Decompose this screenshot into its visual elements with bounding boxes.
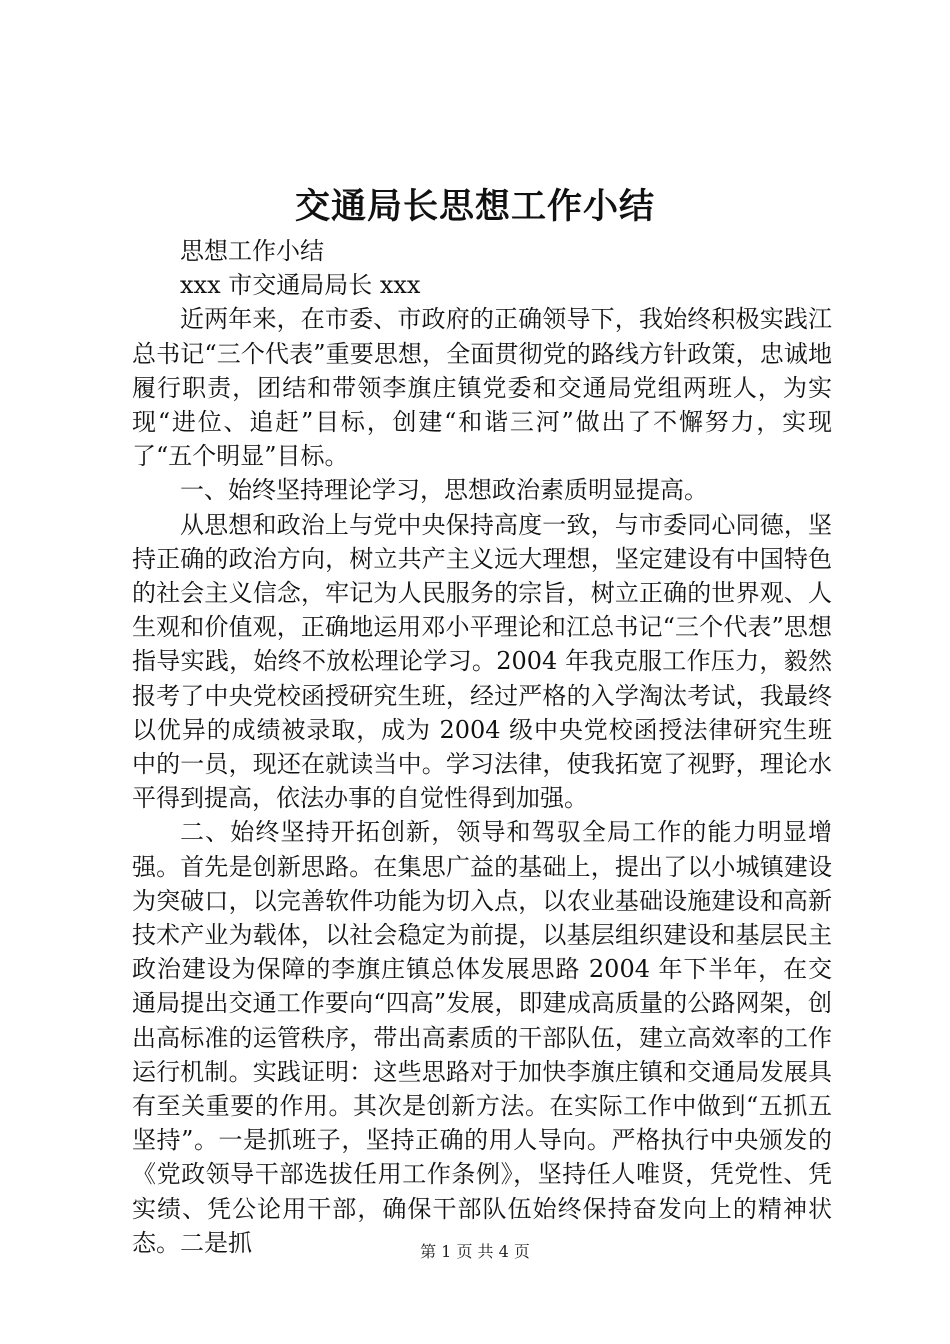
page-number-footer: 第 1 页 共 4 页 <box>420 1242 530 1261</box>
document-title: 交通局长思想工作小结 <box>294 186 655 227</box>
paragraph-intro: 近两年来，在市委、市政府的正确领导下，我始终积极实践江总书记“三个代表”重要思想，全面贯彻党的路线方针政策，忠诚地履行职责，团结和带领李旗庄镇党委和交通局党组两班人，为实现“进位、追赶”目标，创建“和谐三河”做出了不懈努力，实现了“五个明显”目标。 <box>132 305 832 471</box>
document-body <box>132 234 832 1260</box>
paragraph-section-1: 从思想和政治上与党中央保持高度一致，与市委同心同德，坚持正确的政治方向，树立共产主义远大理想，坚定建设有中国特色的社会主义信念，牢记为人民服务的宗旨，树立正确的世界观、人生观和价值观，正确地运用邓小平理论和江总书记“三个代表”思想指导实践，始终不放松理论学习。2004 年我克服工作压力，毅然报考了中央党校函授研究生班，经过严格的入学淘汰考试，我最终以优异的成绩被录取，成为 2004 级中央党校函授法律研究生班中的一员，现还在就读当中。学习法律，使我拓宽了视野，理论水平得到提高，依法办事的自觉性得到加强。 <box>132 510 832 813</box>
paragraph-section-2: 二、始终坚持开拓创新，领导和驾驭全局工作的能力明显增强。首先是创新思路。在集思广益的基础上，提出了以小城镇建设为突破口，以完善软件功能为切入点，以农业基础设施建设和高新技术产业为载体，以社会稳定为前提，以基层组织建设和基层民主政治建设为保障的李旗庄镇总体发展思路 2004 年下半年，在交通局提出交通工作要向“四高”发展，即建成高质量的公路网架，创出高标准的运管秩序，带出高素质的干部队伍，建立高效率的工作运行机制。实践证明：这些思路对于加快李旗庄镇和交通局发展具有至关重要的作用。其次是创新方法。在实际工作中做到“五抓五坚持”。一是抓班子，坚持正确的用人导向。严格执行中央颁发的《党政领导干部选拔任用工作条例》，坚持任人唯贤，凭党性、凭实绩、凭公论用干部，确保干部队伍始终保持奋发向上的精神状态。二是抓 <box>132 818 832 1257</box>
paragraph-heading: 思想工作小结 <box>180 237 324 265</box>
section-heading-1: 一、始终坚持理论学习，思想政治素质明显提高。 <box>180 476 708 505</box>
paragraph-author: xxx 市交通局局长 xxx <box>180 271 421 300</box>
